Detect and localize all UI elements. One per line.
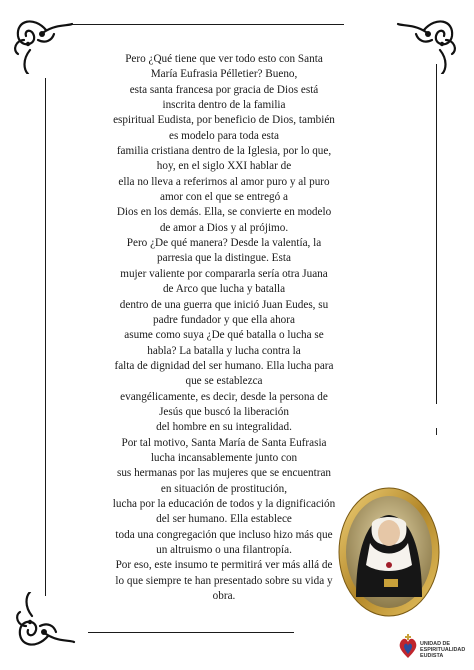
body-text-line: padre fundador y que ella ahora	[153, 313, 295, 326]
body-text-line: hoy, en el siglo XXI hablar de	[156, 160, 292, 173]
ornament-top-right	[392, 10, 464, 74]
body-text-line: Jesús que buscó la liberación	[159, 405, 289, 418]
body-text-line: toda una congregación que incluso hizo más que	[115, 528, 333, 541]
body-text-line: sus hermanas por las mujeres que se encuentran	[116, 467, 332, 480]
body-text-line: mujer valiente por compararla sería otra Juana	[120, 267, 328, 280]
body-text-line: habla? La batalla y lucha contra la	[147, 344, 301, 357]
body-text-line: María Eufrasia Pélletier? Bueno,	[150, 68, 298, 81]
body-text-line: Dios en los demás. Ella, se convierte en modelo	[116, 206, 332, 219]
body-text-line: obra.	[212, 590, 236, 603]
portrait-saint-maria-eufrasia	[338, 487, 440, 617]
body-text-line: amor con el que se entregó a	[160, 191, 288, 204]
logo-line-1: UNIDAD DE	[420, 641, 450, 647]
heart-logo-icon	[398, 634, 418, 660]
logo-line-3: EUDISTA	[420, 653, 444, 659]
body-text-line: asume como suya ¿De qué batalla o lucha se	[124, 329, 324, 342]
body-text-line: lucha por la educación de todos y la dignificación	[112, 497, 336, 510]
body-text-line: un altruismo o una filantropía.	[156, 544, 292, 556]
body-text-line: Por eso, este insumo te permitirá ver más allá de	[115, 559, 333, 572]
body-text-line: en situación de prostitución,	[160, 482, 288, 495]
body-text-line: inscrita dentro de la familia	[162, 99, 286, 112]
body-text-line: parresia que la distingue. Esta	[157, 252, 291, 265]
body-text-line: que se establezca	[185, 375, 263, 388]
body-text-line: falta de dignidad del ser humano. Ella lucha para	[114, 359, 334, 372]
frame-right-line	[436, 64, 437, 404]
body-text-line: Pero ¿De qué manera? Desde la valentía, la	[126, 237, 322, 250]
body-text	[74, 52, 374, 604]
body-text-line: espiritual Eudista, por beneficio de Dios, también	[113, 114, 335, 127]
body-text-line: es modelo para toda esta	[169, 129, 279, 142]
logo-unidad-espiritualidad-eudista	[398, 630, 468, 664]
body-text-line: esta santa francesa por gracia de Dios está	[129, 83, 319, 96]
body-text-line: de amor a Dios y al prójimo.	[159, 221, 289, 234]
body-text-line: del hombre en su integralidad.	[156, 421, 292, 434]
body-text-line: ella no lleva a referirnos al amor puro y al puro	[118, 175, 330, 188]
logo-line-2: ESPIRITUALIDAD	[420, 647, 466, 653]
frame-top-line	[72, 24, 344, 25]
body-text-line: evangélicamente, es decir, desde la persona de	[120, 390, 328, 403]
body-text-line: lucha incansablemente junto con	[150, 451, 298, 464]
frame-edge-mark	[436, 428, 437, 435]
body-text-line: Por tal motivo, Santa María de Santa Eufrasia	[121, 436, 327, 449]
body-text-line: del ser humano. Ella establece	[156, 513, 292, 526]
body-text-line: de Arco que lucha y batalla	[162, 283, 286, 296]
ornament-bottom-left	[8, 592, 80, 656]
frame-bottom-line	[88, 632, 294, 633]
body-text-line: dentro de una guerra que inició Juan Eudes, su	[119, 298, 329, 311]
logo-text	[420, 641, 465, 659]
ornament-top-left	[6, 10, 78, 74]
frame-left-line	[45, 78, 46, 596]
body-text-line: lo que siempre te han presentado sobre su vida y	[115, 574, 333, 587]
body-text-line: familia cristiana dentro de la Iglesia, por lo que,	[116, 145, 332, 158]
body-text-line: Pero ¿Qué tiene que ver todo esto con Santa	[125, 53, 323, 65]
